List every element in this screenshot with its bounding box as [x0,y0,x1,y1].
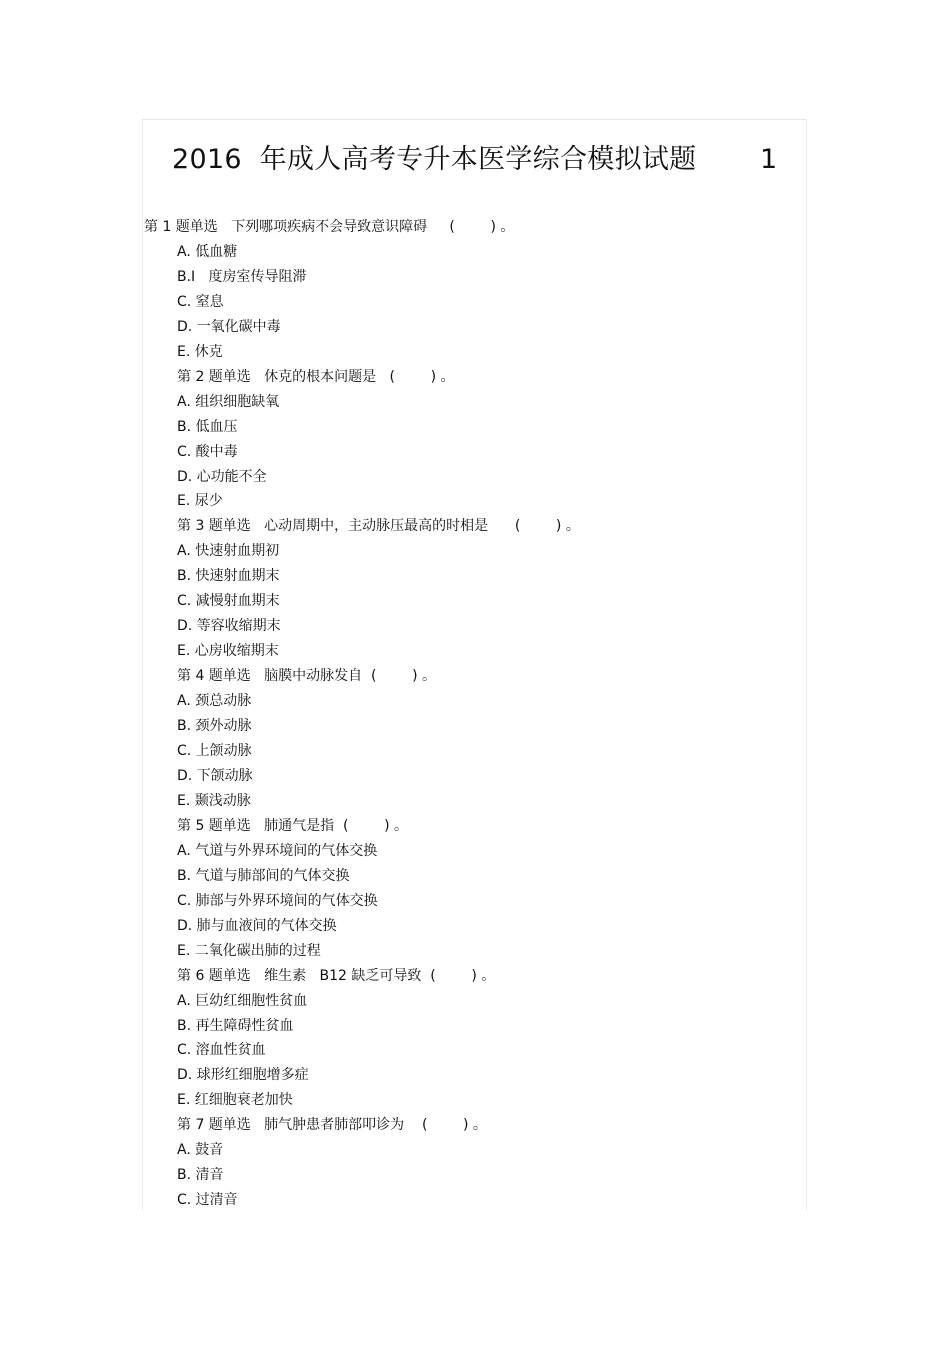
question-1-option-d: D. 一氧化碳中毒 [177,318,281,335]
question-6-option-d: D. 球形红细胞增多症 [177,1067,309,1084]
question-1-option-b: B.I 度房室传导阻滞 [177,268,307,285]
question-6-option-c: C. 溶血性贫血 [177,1042,266,1059]
question-2-option-c: C. 酸中毒 [177,443,238,460]
question-1-header: 第 1 题单选 下列哪项疾病不会导致意识障碍 ( ) 。 [144,219,515,235]
document-title-number: 1 [760,144,778,175]
question-4-option-c: C. 上颌动脉 [177,743,252,760]
question-6-option-e: E. 红细胞衰老加快 [177,1092,293,1109]
question-3-option-e: E. 心房收缩期末 [177,643,279,660]
question-3-option-b: B. 快速射血期末 [177,568,280,585]
question-6-option-b: B. 再生障碍性贫血 [177,1017,294,1034]
question-2-option-b: B. 低血压 [177,418,238,435]
question-7-option-c: C. 过清音 [177,1192,238,1209]
question-6-option-a: A. 巨幼红细胞性贫血 [177,992,308,1009]
question-3-option-c: C. 减慢射血期末 [177,593,280,610]
question-list [0,215,950,1213]
document-title: 2016 年成人高考专升本医学综合模拟试题 [172,144,697,175]
question-4-option-e: E. 颞浅动脉 [177,792,251,809]
question-5-option-e: E. 二氧化碳出肺的过程 [177,942,321,959]
question-1-option-c: C. 窒息 [177,293,224,310]
question-7-header: 第 7 题单选 肺气肿患者肺部叩诊为 ( ) 。 [177,1117,487,1134]
question-5-option-c: C. 肺部与外界环境间的气体交换 [177,892,378,909]
question-3-header: 第 3 题单选 心动周期中，主动脉压最高的时相是 ( ) 。 [177,518,580,535]
question-2-header: 第 2 题单选 休克的根本问题是 ( ) 。 [177,368,455,385]
question-1-option-e: E. 休克 [177,343,223,360]
question-5-option-b: B. 气道与肺部间的气体交换 [177,867,350,884]
question-7-option-a: A. 鼓音 [177,1142,224,1159]
question-5-header: 第 5 题单选 肺通气是指 ( ) 。 [177,817,409,834]
question-7-option-b: B. 清音 [177,1167,224,1184]
question-4-option-b: B. 颈外动脉 [177,718,252,735]
question-2-option-a: A. 组织细胞缺氧 [177,393,280,410]
question-2-option-e: E. 尿少 [177,493,223,510]
question-4-option-a: A. 颈总动脉 [177,693,252,710]
question-5-option-d: D. 肺与血液间的气体交换 [177,917,337,934]
question-1-option-a: A. 低血糖 [177,243,238,260]
question-3-option-d: D. 等容收缩期末 [177,618,281,635]
question-3-option-a: A. 快速射血期初 [177,543,280,560]
question-2-option-d: D. 心功能不全 [177,468,267,485]
question-6-header: 第 6 题单选 维生素 B12 缺乏可导致 ( ) 。 [177,967,496,984]
question-4-option-d: D. 下颌动脉 [177,767,253,784]
question-4-header: 第 4 题单选 脑膜中动脉发自 ( ) 。 [177,668,437,685]
question-5-option-a: A. 气道与外界环境间的气体交换 [177,842,378,859]
